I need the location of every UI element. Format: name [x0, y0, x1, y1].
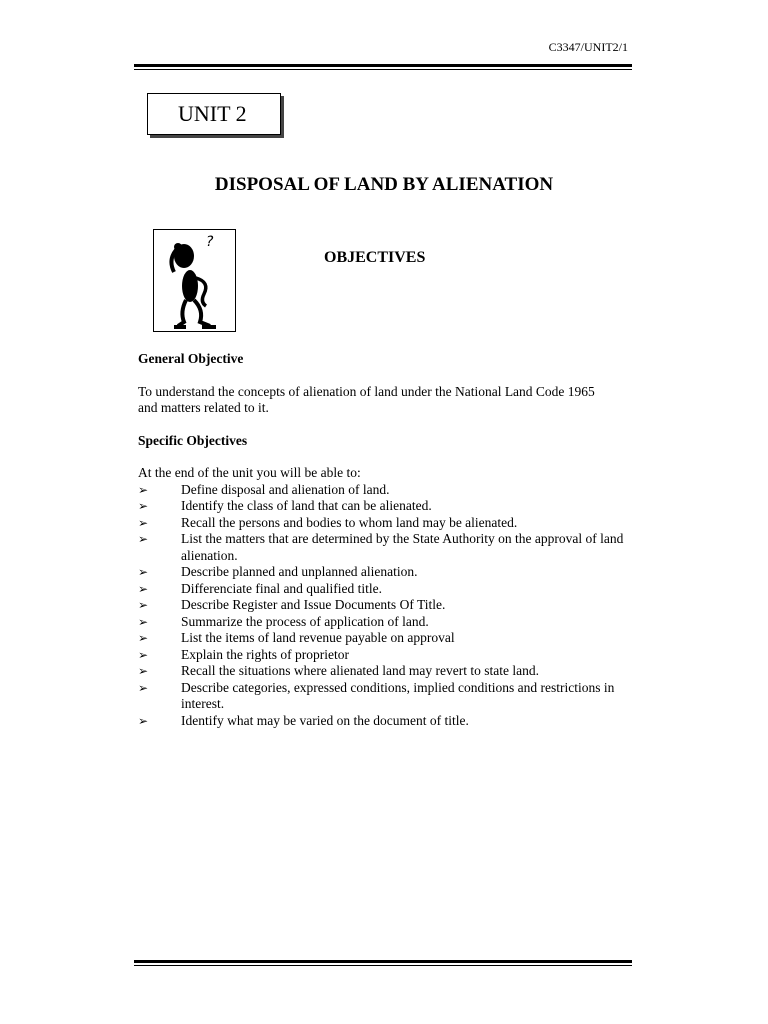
- arrow-bullet-icon: ➢: [138, 680, 149, 695]
- list-item: ➢ Identify the class of land that can be alienated.: [138, 498, 432, 513]
- bottom-rule: [134, 960, 632, 966]
- general-objective-line-2: and matters related to it.: [138, 400, 269, 415]
- objectives-heading: OBJECTIVES: [324, 249, 426, 266]
- list-item: ➢ Identify what may be varied on the document of title.: [138, 712, 469, 728]
- list-item: ➢ Define disposal and alienation of land.: [138, 481, 390, 497]
- general-objective-line-1: To understand the concepts of alienation of land under the National Land Code 1965: [138, 383, 595, 399]
- arrow-bullet-icon: ➢: [138, 614, 149, 629]
- list-item: ➢ Recall the persons and bodies to whom land may be alienated.: [138, 514, 518, 530]
- arrow-bullet-icon: ➢: [138, 598, 149, 612]
- objectives-list: [138, 482, 632, 730]
- general-objective-heading: General Objective: [138, 351, 244, 366]
- arrow-bullet-icon: ➢: [138, 664, 149, 678]
- arrow-bullet-icon: ➢: [138, 713, 149, 728]
- list-item: ➢ List the items of land revenue payable on approval: [138, 630, 455, 645]
- arrow-bullet-icon: ➢: [138, 532, 149, 546]
- document-title: DISPOSAL OF LAND BY ALIENATION: [214, 174, 554, 195]
- arrow-bullet-icon: ➢: [138, 482, 149, 497]
- arrow-bullet-icon: ➢: [138, 581, 149, 596]
- list-item: ➢ Describe categories, expressed conditions, implied conditions and restrictions in interest.: [138, 679, 615, 711]
- list-item: ➢ Summarize the process of application of land.: [138, 613, 429, 629]
- specific-objectives-heading: Specific Objectives: [138, 432, 248, 448]
- list-item: ➢ Recall the situations where alienated land may revert to state land.: [138, 663, 539, 678]
- list-item: ➢ Describe Register and Issue Documents Of Title.: [138, 597, 446, 612]
- arrow-bullet-icon: ➢: [138, 499, 149, 513]
- arrow-bullet-icon: ➢: [138, 631, 149, 645]
- thinking-figure-icon: [154, 230, 235, 331]
- list-item: ➢ Describe planned and unplanned alienation.: [138, 564, 418, 579]
- question-mark: ?: [206, 234, 214, 250]
- arrow-bullet-icon: ➢: [138, 647, 149, 662]
- arrow-bullet-icon: ➢: [138, 565, 149, 579]
- figure-frame: [153, 229, 236, 332]
- specific-objectives-intro: At the end of the unit you will be able to:: [138, 465, 361, 480]
- page-code: C3347/UNIT2/1: [548, 40, 628, 54]
- content-body: [138, 351, 632, 729]
- arrow-bullet-icon: ➢: [138, 515, 149, 530]
- top-rule: [134, 64, 632, 70]
- list-item: ➢ Explain the rights of proprietor: [138, 646, 349, 662]
- list-item: ➢ List the matters that are determined by the State Authority on the approval of land alienation.: [138, 531, 624, 563]
- list-item: ➢ Differenciate final and qualified title.: [138, 580, 383, 596]
- unit-label-box: UNIT 2: [147, 93, 281, 135]
